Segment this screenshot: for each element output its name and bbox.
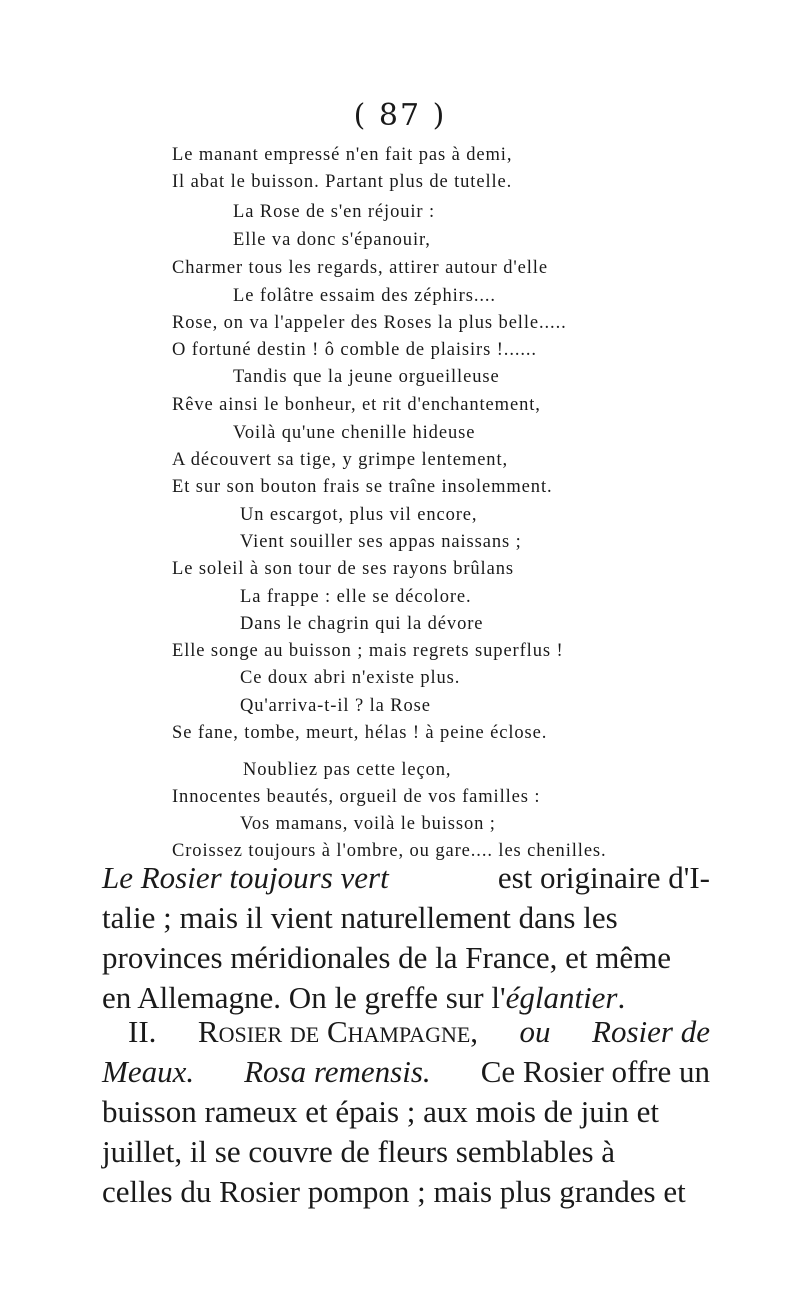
- prose-text: juillet, il se couvre de fleurs semblables à: [102, 1134, 616, 1169]
- entry-latin-name: Rosa remensis.: [244, 1054, 431, 1089]
- prose-text: talie ; mais il vient naturellement dans les: [102, 900, 618, 935]
- italic-term: églantier: [505, 980, 618, 1015]
- prose-text: en Allemagne. On le greffe sur l': [102, 980, 506, 1015]
- verse-line: Croissez toujours à l'ombre, ou gare.... les chenilles.: [172, 841, 607, 861]
- verse-line: Elle songe au buisson ; mais regrets superflus !: [172, 641, 564, 661]
- italic-plant-name: Le Rosier toujours vert: [102, 860, 389, 895]
- verse-line: La Rose de s'en réjouir :: [233, 202, 436, 222]
- verse-line: A découvert sa tige, y grimpe lentement,: [172, 450, 509, 470]
- prose-text: buisson rameux et épais ; aux mois de juin et: [102, 1094, 660, 1129]
- verse-line: Charmer tous les regards, attirer autour d'elle: [172, 258, 548, 278]
- verse-line: Le folâtre essaim des zéphirs....: [233, 286, 496, 306]
- verse-line: Vos mamans, voilà le buisson ;: [240, 814, 496, 834]
- verse-line: Rêve ainsi le bonheur, et rit d'enchantement,: [172, 395, 541, 415]
- entry-or: ou: [519, 1014, 551, 1049]
- prose-paragraph-2: [102, 1012, 710, 1212]
- entry-heading: Rosier de Champagne,: [197, 1014, 479, 1049]
- verse-line: Rose, on va l'appeler des Roses la plus belle.....: [172, 313, 567, 333]
- verse-line: Le manant empressé n'en fait pas à demi,: [172, 145, 513, 165]
- verse-line: Qu'arriva-t-il ? la Rose: [240, 696, 431, 716]
- prose-line: [102, 1132, 710, 1172]
- verse-line: La frappe : elle se décolore.: [240, 587, 472, 607]
- prose-text: .: [617, 980, 626, 1015]
- prose-text: Ce Rosier offre un: [480, 1054, 710, 1089]
- verse-line: Ce doux abri n'existe plus.: [240, 668, 461, 688]
- verse-line: Innocentes beautés, orgueil de vos familles :: [172, 787, 541, 807]
- prose-text: est originaire d'I-: [497, 860, 710, 895]
- entry-alt-name: Rosier de: [592, 1014, 710, 1049]
- verse-line: Un escargot, plus vil encore,: [240, 505, 478, 525]
- prose-line: [102, 1172, 710, 1212]
- page-number: ( 87 ): [353, 98, 447, 133]
- verse-line: Voilà qu'une chenille hideuse: [233, 423, 476, 443]
- prose-line: [102, 858, 710, 898]
- prose-text: provinces méridionales de la France, et même: [102, 940, 671, 975]
- prose-line: [102, 1012, 710, 1052]
- verse-line: Et sur son bouton frais se traîne insolemment.: [172, 477, 553, 497]
- prose-text: celles du Rosier pompon ; mais plus grandes et: [102, 1174, 686, 1209]
- verse-line: Vient souiller ses appas naissans ;: [240, 532, 522, 552]
- verse-line: Se fane, tombe, meurt, hélas ! à peine éclose.: [172, 723, 548, 743]
- prose-line: [102, 1052, 710, 1092]
- entry-number: II.: [128, 1014, 157, 1049]
- prose-paragraph-1: [102, 858, 710, 1018]
- prose-line: [102, 898, 710, 938]
- verse-line: Noubliez pas cette leçon,: [243, 760, 452, 780]
- entry-alt-name: Meaux.: [102, 1054, 195, 1089]
- verse-line: O fortuné destin ! ô comble de plaisirs !......: [172, 340, 537, 360]
- verse-line: Il abat le buisson. Partant plus de tutelle.: [172, 172, 513, 192]
- prose-line: [102, 938, 710, 978]
- verse-line: Dans le chagrin qui la dévore: [240, 614, 484, 634]
- verse-line: Le soleil à son tour de ses rayons brûlans: [172, 559, 514, 579]
- prose-line: [102, 1092, 710, 1132]
- verse-line: Elle va donc s'épanouir,: [233, 230, 431, 250]
- verse-line: Tandis que la jeune orgueilleuse: [233, 367, 500, 387]
